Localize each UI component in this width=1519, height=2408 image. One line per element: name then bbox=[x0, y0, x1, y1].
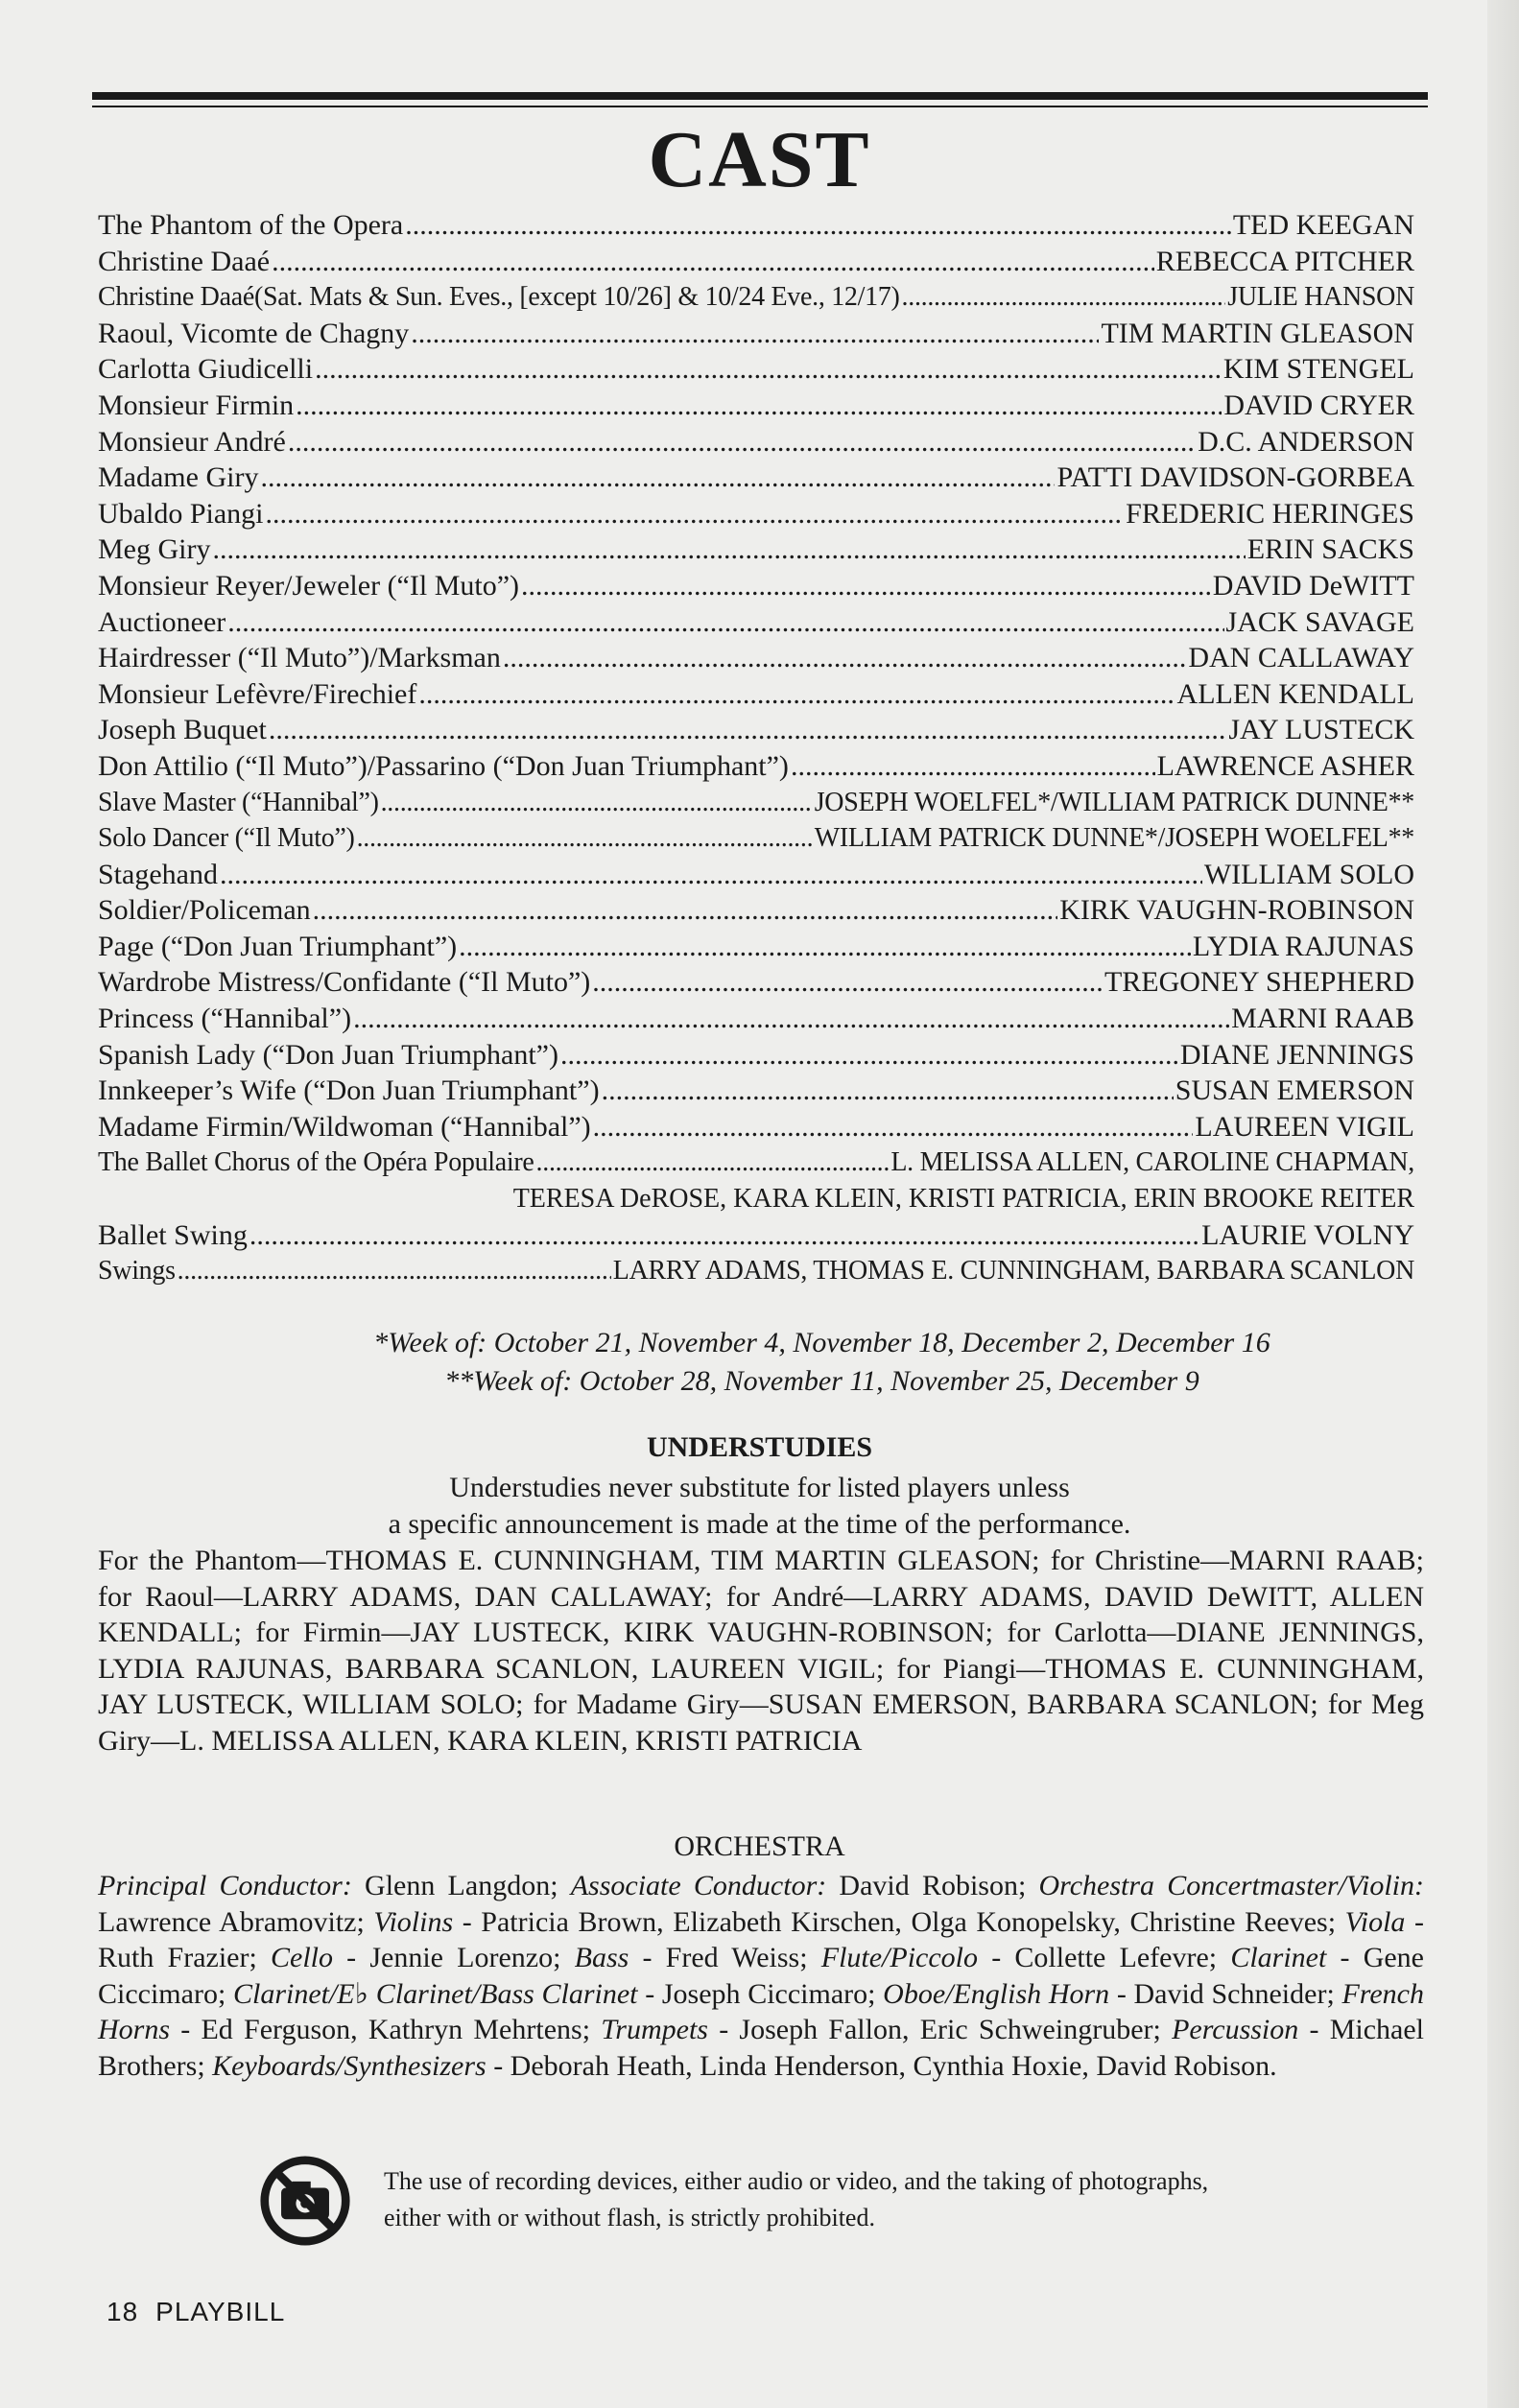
week-notes bbox=[0, 1324, 1519, 1401]
cast-row: Innkeeper’s Wife (“Don Juan Triumphant”) ..... SUSAN EMERSON bbox=[98, 1073, 1414, 1109]
week-note-single: *Week of: October 21, November 4, November 18, December 2, December 16 bbox=[373, 1327, 1270, 1358]
orchestra-body: Principal Conductor: Glenn Langdon; Associate Conductor: David Robison; Orchestra Concertmaster/Violin: Lawrence Abramovitz; Violins - Patricia Brown, Elizabeth Kirschen, Olga Konopelsky, Christine Reeves; Viola - Ruth Frazier; Cello - Jennie Lorenzo; Bass - Fred Weiss; Flute/Piccolo - Collette Lefevre; Clarinet - Gene Ciccimaro; Clarinet/E♭ Clarinet/Bass Clarinet - Joseph Ciccimaro; Oboe/English Horn - David Schneider; French Horns - Ed Ferguson, Kathryn Mehrtens; Trumpets - Joseph Fallon, Eric Schweingruber; Percussion - Michael Brothers; Keyboards/Synthesizers - Deborah Heath, Linda Henderson, Cynthia Hoxie, David Robison. bbox=[98, 1870, 1424, 2082]
no-camera-icon bbox=[259, 2155, 351, 2247]
cast-row: Soldier/Policeman ..... KIRK VAUGHN-ROBINSON bbox=[98, 892, 1414, 929]
cast-row: Meg Giry ..... ERIN SACKS bbox=[98, 531, 1414, 568]
cast-row: Monsieur Firmin ..... DAVID CRYER bbox=[98, 388, 1414, 424]
orchestra-heading: ORCHESTRA bbox=[674, 1830, 845, 1862]
recording-notice: The use of recording devices, either audio or video, and the taking of photographs, either with or without flash, is strictly prohibited. bbox=[384, 2167, 1209, 2231]
cast-row: The Ballet Chorus of the Opéra Populaire ..... L. MELISSA ALLEN, CAROLINE CHAPMAN, bbox=[98, 1145, 1414, 1181]
cast-row: Don Attilio (“Il Muto”)/Passarino (“Don Juan Triumphant”) ..... LAWRENCE ASHER bbox=[98, 748, 1414, 785]
cast-row: Auctioneer ..... JACK SAVAGE bbox=[98, 604, 1414, 641]
cast-row: Carlotta Giudicelli ..... KIM STENGEL bbox=[98, 351, 1414, 388]
understudies-body: For the Phantom—THOMAS E. CUNNINGHAM, TIM MARTIN GLEASON; for Christine—MARNI RAAB; for Raoul—LARRY ADAMS, DAN CALLAWAY; for André—LARRY ADAMS, DAVID DeWITT, ALLEN KENDALL; for Firmin—JAY LUSTECK, KIRK VAUGHN-ROBINSON; for Carlotta—DIANE JENNINGS, LYDIA RAJUNAS, BARBARA SCANLON, LAUREEN VIGIL; for Piangi—THOMAS E. CUNNINGHAM, JAY LUSTECK, WILLIAM SOLO; for Madame Giry—SUSAN EMERSON, BARBARA SCANLON; for Meg Giry—L. MELISSA ALLEN, KARA KLEIN, KRISTI PATRICIA bbox=[98, 1545, 1424, 1757]
cast-row: Monsieur Reyer/Jeweler (“Il Muto”) ..... DAVID DeWITT bbox=[98, 568, 1414, 604]
cast-row: Christine Daaé ..... REBECCA PITCHER bbox=[98, 244, 1414, 280]
cast-row: Monsieur André ..... D.C. ANDERSON bbox=[98, 424, 1414, 460]
cast-row: Spanish Lady (“Don Juan Triumphant”) ..... DIANE JENNINGS bbox=[98, 1037, 1414, 1074]
cast-row: Joseph Buquet ..... JAY LUSTECK bbox=[98, 712, 1414, 748]
cast-row: The Phantom of the Opera ..... TED KEEGAN bbox=[98, 207, 1414, 244]
page-title: CAST bbox=[648, 115, 871, 204]
cast-row: Monsieur Lefèvre/Firechief ..... ALLEN KENDALL bbox=[98, 676, 1414, 713]
cast-row: Swings ..... LARRY ADAMS, THOMAS E. CUNNINGHAM, BARBARA SCANLON bbox=[98, 1253, 1414, 1289]
cast-row: Raoul, Vicomte de Chagny ..... TIM MARTIN GLEASON bbox=[98, 316, 1414, 352]
cast-row: Madame Firmin/Wildwoman (“Hannibal”) ..... LAUREEN VIGIL bbox=[98, 1109, 1414, 1145]
cast-row-continuation: TERESA DeROSE, KARA KLEIN, KRISTI PATRICIA, ERIN BROOKE REITER bbox=[512, 1184, 1414, 1215]
cast-list bbox=[98, 207, 1414, 1289]
cast-row: Stagehand ..... WILLIAM SOLO bbox=[98, 857, 1414, 893]
cast-row: Slave Master (“Hannibal”) ..... JOSEPH WOELFEL*/WILLIAM PATRICK DUNNE** bbox=[98, 785, 1414, 821]
page-number: 18 bbox=[107, 2297, 139, 2326]
cast-row: Princess (“Hannibal”) ..... MARNI RAAB bbox=[98, 1001, 1414, 1037]
week-note-double: **Week of: October 28, November 11, November 25, December 9 bbox=[444, 1365, 1199, 1397]
understudies-heading: UNDERSTUDIES bbox=[646, 1431, 873, 1463]
cast-row: Christine Daaé(Sat. Mats & Sun. Eves., [except 10/26] & 10/24 Eve., 12/17) ..... JULIE HANSON bbox=[98, 279, 1414, 316]
cast-row: Ballet Swing ..... LAURIE VOLNY bbox=[98, 1217, 1414, 1254]
cast-row: Page (“Don Juan Triumphant”) ..... LYDIA RAJUNAS bbox=[98, 929, 1414, 965]
top-rule-thin bbox=[92, 106, 1428, 107]
cast-row: Ubaldo Piangi ..... FREDERIC HERINGES bbox=[98, 496, 1414, 532]
top-rule-thick bbox=[92, 92, 1428, 100]
page-footer bbox=[107, 2297, 302, 2327]
cast-row: Madame Giry ..... PATTI DAVIDSON-GORBEA bbox=[98, 460, 1414, 496]
cast-row: Wardrobe Mistress/Confidante (“Il Muto”) ..... TREGONEY SHEPHERD bbox=[98, 964, 1414, 1001]
page-edge bbox=[1487, 0, 1519, 2408]
understudies-intro: Understudies never substitute for listed players unless a specific announcement is made at the time of the performance. bbox=[388, 1472, 1131, 1540]
cast-row: Solo Dancer (“Il Muto”) ..... WILLIAM PATRICK DUNNE*/JOSEPH WOELFEL** bbox=[98, 820, 1414, 857]
cast-row: Hairdresser (“Il Muto”)/Marksman ..... DAN CALLAWAY bbox=[98, 640, 1414, 676]
publication-name: PLAYBILL bbox=[155, 2297, 286, 2326]
